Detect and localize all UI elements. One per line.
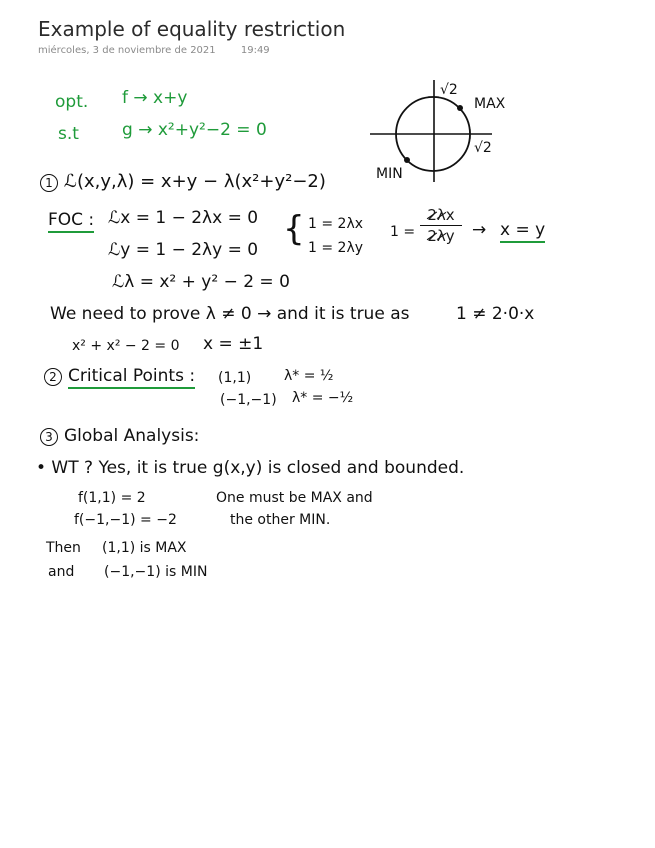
- wt-line: • WT ? Yes, it is true g(x,y) is closed and bounded.: [36, 458, 465, 478]
- page-time: 19:49: [240, 45, 270, 56]
- cp1: (1,1): [218, 370, 252, 386]
- proof-line1: We need to prove λ ≠ 0 → and it is true as: [50, 304, 410, 324]
- fraction-denominator: 2λy: [427, 227, 455, 245]
- fraction-numerator: 2λx: [427, 206, 455, 224]
- and-label: and: [48, 564, 75, 580]
- proof-line1-right: 1 ≠ 2·0·x: [456, 304, 535, 324]
- foc-label: FOC :: [48, 210, 94, 230]
- note-line2: the other MIN.: [230, 512, 331, 528]
- f-value-2: f(−1,−1) = −2: [74, 512, 177, 528]
- st-expr: g → x²+y²−2 = 0: [122, 120, 267, 140]
- frac-arrow: →: [472, 220, 487, 240]
- then-label: Then: [46, 540, 81, 556]
- and-text: (−1,−1) is MIN: [104, 564, 208, 580]
- proof-line2-right: x = ±1: [203, 334, 264, 354]
- cp2: (−1,−1): [220, 392, 277, 408]
- opt-expr: f → x+y: [122, 88, 188, 108]
- system-brace: {: [283, 209, 305, 249]
- foc-eq2: ℒy = 1 − 2λy = 0: [108, 240, 259, 260]
- diagram-min-label: MIN: [376, 166, 403, 182]
- foc-sys1: 1 = 2λx: [308, 216, 364, 232]
- foc-sys2: 1 = 2λy: [308, 240, 364, 256]
- foc-result: x = y: [500, 220, 545, 240]
- page-date: miércoles, 3 de noviembre de 2021: [38, 45, 216, 56]
- proof-line2-left: x² + x² − 2 = 0: [72, 338, 180, 354]
- diagram-max-label: MAX: [474, 96, 506, 112]
- page-title: Example of equality restriction: [38, 17, 346, 41]
- step1-line: [40, 172, 326, 192]
- step3-line: [40, 426, 199, 446]
- step1-number: 1: [40, 174, 58, 192]
- fraction: [420, 206, 462, 245]
- max-point: [457, 105, 463, 111]
- opt-label: opt.: [55, 92, 89, 112]
- st-label: s.t: [58, 124, 79, 144]
- cp1-lambda: λ* = ½: [284, 368, 334, 384]
- critical-points-label: Critical Points :: [68, 366, 195, 389]
- diagram-right-label: √2: [474, 140, 492, 156]
- page-meta: [38, 45, 270, 56]
- diagram-top-label: √2: [440, 82, 458, 98]
- step3-number: 3: [40, 428, 58, 446]
- f-value-1: f(1,1) = 2: [78, 490, 146, 506]
- foc-eq1: ℒx = 1 − 2λx = 0: [108, 208, 259, 228]
- lagrangian: ℒ(x,y,λ) = x+y − λ(x²+y²−2): [64, 171, 326, 192]
- step2-number: 2: [44, 368, 62, 386]
- step2-line: [44, 366, 195, 386]
- min-point: [404, 157, 410, 163]
- global-analysis-label: Global Analysis:: [64, 426, 200, 446]
- frac-lhs: 1 =: [390, 224, 416, 240]
- then-text: (1,1) is MAX: [102, 540, 187, 556]
- foc-eq3: ℒλ = x² + y² − 2 = 0: [112, 272, 290, 292]
- cp2-lambda: λ* = −½: [292, 390, 354, 406]
- note-line1: One must be MAX and: [216, 490, 373, 506]
